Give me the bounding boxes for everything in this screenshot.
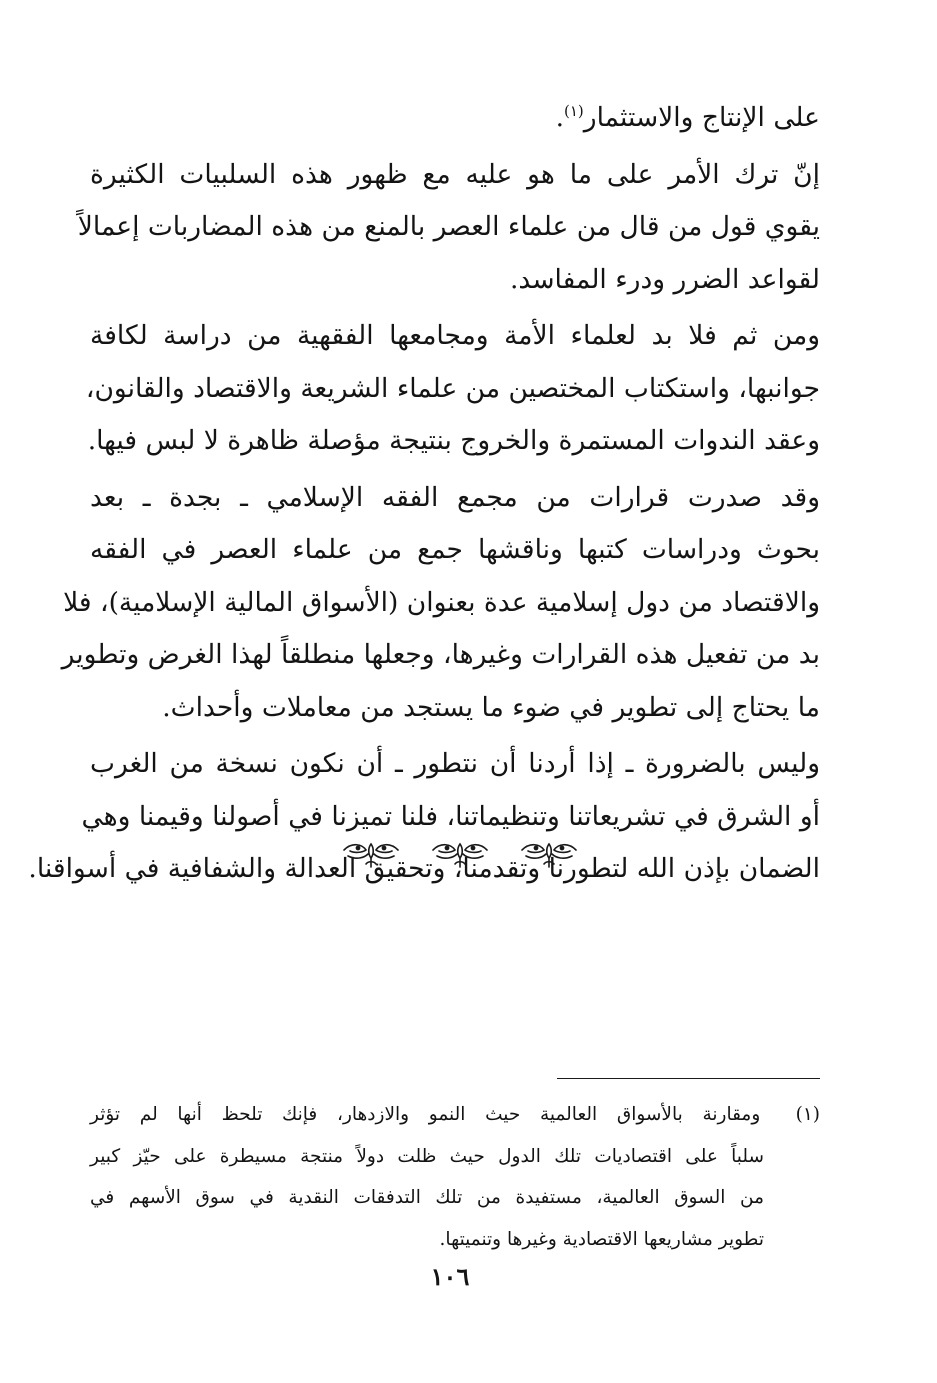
paragraph-2-line-2: يقوي قول من قال من علماء العصر بالمنع من هذه المضاربات إعمالاً (77, 211, 820, 242)
paragraph-4-line-1: وقد صدرت قرارات من مجمع الفقه الإسلامي ـ بجدة ـ بعد (90, 481, 820, 513)
section-end-ornaments (340, 834, 580, 874)
footnote-separator (557, 1078, 820, 1079)
paragraph-4-line-3: والاقتصاد من دول إسلامية عدة بعنوان (الأسواق المالية الإسلامية)، فلا (63, 586, 820, 618)
page-number: ١٠٦ (430, 1262, 470, 1291)
floral-fleuron-icon (518, 838, 580, 870)
paragraph-5-line-1: وليس بالضرورة ـ إذا أردنا أن نتطور ـ أن نكون نسخة من الغرب (90, 748, 820, 779)
footnote-1-line-1 (90, 1094, 820, 1136)
paragraph-4-line-4: بد من تفعيل هذه القرارات وغيرها، وجعلها منطلقاً لهذا الغرض وتطوير (61, 639, 820, 670)
paragraph-1-period: . (555, 102, 564, 133)
floral-fleuron-icon (429, 838, 491, 870)
footnote-1-line-2: سلباً على اقتصاديات تلك الدول حيث ظلت دولاً منتجة مسيطرة على حيّز كبير (90, 1145, 764, 1167)
paragraph-3-line-3: وعقد الندوات المستمرة والخروج بنتيجة مؤصلة ظاهرة لا لبس فيها. (87, 425, 820, 456)
paragraph-4-line-2: بحوث ودراسات كتبها وناقشها جمع من علماء العصر في الفقه (90, 534, 820, 565)
footnote-1-text-1: ومقارنة بالأسواق العالمية حيث النمو والازدهار، فإنك تلحظ أنها لم تؤثر (90, 1104, 761, 1125)
paragraph-5-line-3: الضمان بإذن الله لتطورنا وتقدمنا، وتحقيق العدالة والشفافية في أسواقنا. (28, 853, 820, 884)
paragraph-2-line-1: إنّ ترك الأمر على ما هو عليه مع ظهور هذه السلبيات الكثيرة (90, 158, 820, 190)
paragraph-2-line-3: لقواعد الضرر ودرء المفاسد. (510, 263, 820, 295)
paragraph-1-text: على الإنتاج والاستثمار (583, 102, 820, 133)
paragraph-1-line-1 (90, 92, 820, 145)
paragraph-3-line-1: ومن ثم فلا بد لعلماء الأمة ومجامعها الفقهية من دراسة لكافة (90, 320, 820, 351)
footnote-ref-1[interactable]: (١) (564, 102, 584, 120)
floral-fleuron-icon (340, 838, 402, 870)
footnote-1-line-4: تطوير مشاريعها الاقتصادية وغيرها وتنميتها. (439, 1228, 764, 1250)
paragraph-4-line-5: ما يحتاج إلى تطوير في ضوء ما يستجد من معاملات وأحداث. (162, 691, 820, 723)
paragraph-3-line-2: جوانبها، واستكتاب المختصين من علماء الشريعة والاقتصاد والقانون، (85, 372, 820, 404)
paragraph-5-line-2: أو الشرق في تشريعاتنا وتنظيماتنا، فلنا تميزنا في أصولنا وقيمنا وهي (81, 800, 820, 832)
footnote-1-line-3: من السوق العالمية، مستفيدة من تلك التدفقات النقدية في سوق الأسهم في (90, 1187, 764, 1208)
main-text (28, 92, 820, 896)
footnotes (90, 1094, 820, 1260)
footnote-number: (١) (795, 1104, 820, 1125)
